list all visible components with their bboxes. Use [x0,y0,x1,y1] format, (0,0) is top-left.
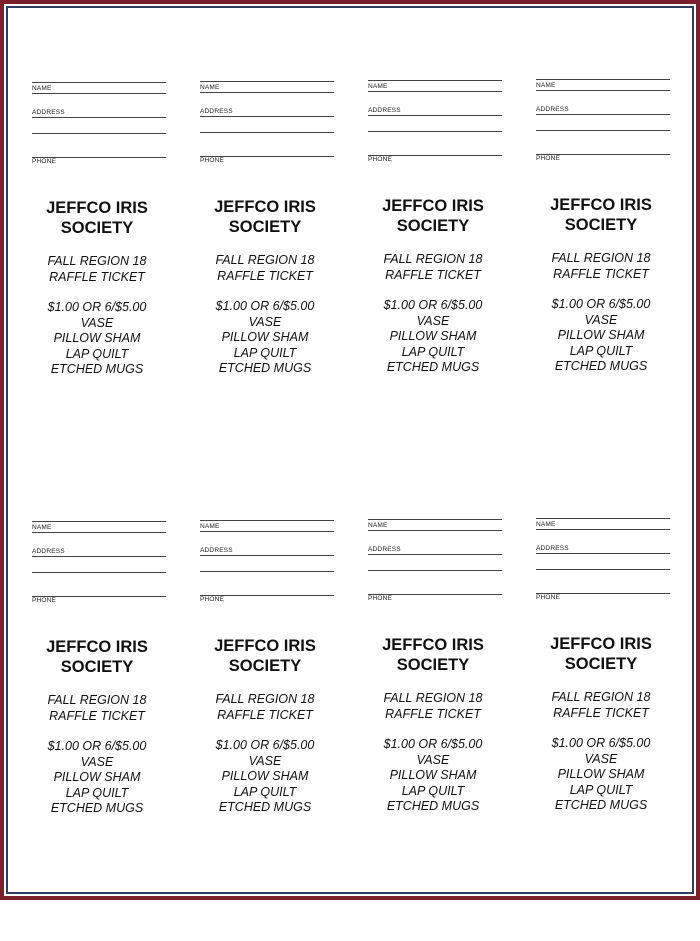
title-line-2: SOCIETY [228,657,302,675]
title-line-1: JEFFCO IRIS [382,197,484,215]
address-label: ADDRESS [200,108,233,115]
ticket-price: $1.00 OR 6/$5.00 [215,738,315,752]
name-label: NAME [200,84,220,91]
phone-field [200,596,334,604]
event-line-2: RAFFLE TICKET [49,269,145,284]
address-label: ADDRESS [32,548,65,555]
name-label: NAME [536,82,556,89]
phone-field [368,156,502,164]
society-title [22,637,172,677]
event-line-1: FALL REGION 18 [551,690,651,704]
price-and-prizes [526,736,676,814]
prize-item: LAP QUILT [233,784,297,799]
title-line-2: SOCIETY [564,655,638,673]
prize-item: VASE [248,314,282,329]
prize-item: LAP QUILT [65,346,129,361]
address-field[interactable] [32,548,166,557]
title-line-2: SOCIETY [228,218,302,236]
ticket-price: $1.00 OR 6/$5.00 [47,739,147,753]
name-field[interactable] [536,521,670,530]
top-rule [536,79,670,80]
prize-item: PILLOW SHAM [557,328,645,342]
event-line-2: RAFFLE TICKET [217,707,313,722]
event-name [22,693,172,724]
address-label: ADDRESS [368,546,401,553]
phone-label: PHONE [32,158,57,165]
raffle-ticket [368,519,536,939]
name-label: NAME [368,83,388,90]
top-rule [536,518,670,519]
event-line-2: RAFFLE TICKET [49,708,145,723]
prize-item: LAP QUILT [233,345,297,360]
address-line-2[interactable] [536,130,670,131]
prize-item: PILLOW SHAM [557,767,645,781]
society-title [190,197,340,237]
event-line-1: FALL REGION 18 [551,251,651,265]
address-line-2[interactable] [200,571,334,572]
event-line-2: RAFFLE TICKET [385,267,481,282]
event-line-2: RAFFLE TICKET [217,268,313,283]
phone-field [368,595,502,603]
top-rule [200,520,334,521]
price-and-prizes [190,738,340,816]
address-field[interactable] [200,547,334,556]
raffle-ticket [200,520,368,940]
prize-item: PILLOW SHAM [221,769,309,783]
title-line-2: SOCIETY [396,217,470,235]
phone-field [200,157,334,165]
name-label: NAME [32,85,52,92]
prize-item: PILLOW SHAM [53,770,141,784]
top-rule [368,80,502,81]
society-title [358,196,508,236]
prize-item: VASE [584,751,618,766]
title-line-2: SOCIETY [60,219,134,237]
prize-item: ETCHED MUGS [50,801,144,815]
top-rule [200,81,334,82]
title-line-1: JEFFCO IRIS [46,199,148,217]
name-label: NAME [32,524,52,531]
address-line-2[interactable] [368,131,502,132]
name-field[interactable] [200,523,334,532]
phone-label: PHONE [200,596,225,603]
address-line-2[interactable] [368,570,502,571]
event-line-1: FALL REGION 18 [215,253,315,267]
prize-item: VASE [584,312,618,327]
price-and-prizes [526,297,676,375]
phone-field [32,158,166,166]
prize-item: PILLOW SHAM [389,768,477,782]
prize-item: PILLOW SHAM [389,329,477,343]
event-name [526,251,676,282]
raffle-ticket [368,80,536,500]
title-line-1: JEFFCO IRIS [46,638,148,656]
event-line-1: FALL REGION 18 [215,692,315,706]
top-rule [368,519,502,520]
phone-label: PHONE [536,155,561,162]
prize-item: ETCHED MUGS [218,361,312,375]
price-and-prizes [190,299,340,377]
event-line-2: RAFFLE TICKET [553,705,649,720]
prize-item: LAP QUILT [65,785,129,800]
event-line-1: FALL REGION 18 [383,691,483,705]
price-and-prizes [358,298,508,376]
address-field[interactable] [368,546,502,555]
event-line-1: FALL REGION 18 [47,254,147,268]
address-field[interactable] [536,106,670,115]
raffle-ticket [32,82,200,502]
ticket-price: $1.00 OR 6/$5.00 [383,737,483,751]
address-field[interactable] [536,545,670,554]
title-line-1: JEFFCO IRIS [214,198,316,216]
ticket-price: $1.00 OR 6/$5.00 [47,300,147,314]
raffle-ticket [536,79,700,499]
ticket-price: $1.00 OR 6/$5.00 [383,298,483,312]
event-name [526,690,676,721]
prize-item: VASE [416,752,450,767]
address-label: ADDRESS [536,545,569,552]
prize-item: ETCHED MUGS [386,360,480,374]
title-line-2: SOCIETY [564,216,638,234]
prize-item: ETCHED MUGS [554,798,648,812]
address-label: ADDRESS [368,107,401,114]
ticket-price: $1.00 OR 6/$5.00 [215,299,315,313]
title-line-1: JEFFCO IRIS [550,635,652,653]
event-name [190,253,340,284]
phone-label: PHONE [368,156,393,163]
title-line-1: JEFFCO IRIS [214,637,316,655]
top-rule [32,82,166,83]
prize-item: VASE [80,754,114,769]
society-title [190,636,340,676]
address-field[interactable] [368,107,502,116]
address-label: ADDRESS [200,547,233,554]
prize-item: VASE [248,753,282,768]
top-rule [32,521,166,522]
prize-item: ETCHED MUGS [218,800,312,814]
ticket-price: $1.00 OR 6/$5.00 [551,736,651,750]
prize-item: LAP QUILT [569,343,633,358]
address-line-2[interactable] [32,133,166,134]
phone-field [32,597,166,605]
name-field[interactable] [368,83,502,92]
name-field[interactable] [32,524,166,533]
raffle-ticket [200,81,368,501]
raffle-ticket [32,521,200,941]
phone-field [536,155,670,163]
event-line-1: FALL REGION 18 [383,252,483,266]
name-label: NAME [368,522,388,529]
title-line-1: JEFFCO IRIS [550,196,652,214]
address-line-2[interactable] [32,572,166,573]
address-field[interactable] [200,108,334,117]
address-field[interactable] [32,109,166,118]
event-line-2: RAFFLE TICKET [385,706,481,721]
name-label: NAME [200,523,220,530]
phone-label: PHONE [32,597,57,604]
raffle-ticket [536,518,700,938]
society-title [526,195,676,235]
name-field[interactable] [368,522,502,531]
prize-item: VASE [416,313,450,328]
phone-label: PHONE [200,157,225,164]
address-label: ADDRESS [32,109,65,116]
event-name [190,692,340,723]
name-field[interactable] [32,85,166,94]
event-name [22,254,172,285]
event-line-2: RAFFLE TICKET [553,266,649,281]
name-field[interactable] [536,82,670,91]
name-field[interactable] [200,84,334,93]
event-line-1: FALL REGION 18 [47,693,147,707]
prize-item: ETCHED MUGS [50,362,144,376]
prize-item: LAP QUILT [569,782,633,797]
prize-item: LAP QUILT [401,783,465,798]
price-and-prizes [358,737,508,815]
phone-label: PHONE [368,595,393,602]
prize-item: ETCHED MUGS [386,799,480,813]
prize-item: ETCHED MUGS [554,359,648,373]
society-title [358,635,508,675]
title-line-1: JEFFCO IRIS [382,636,484,654]
phone-label: PHONE [536,594,561,601]
prize-item: LAP QUILT [401,344,465,359]
price-and-prizes [22,300,172,378]
phone-field [536,594,670,602]
society-title [526,634,676,674]
address-line-2[interactable] [200,132,334,133]
society-title [22,198,172,238]
prize-item: PILLOW SHAM [53,331,141,345]
title-line-2: SOCIETY [396,656,470,674]
address-label: ADDRESS [536,106,569,113]
name-label: NAME [536,521,556,528]
price-and-prizes [22,739,172,817]
event-name [358,252,508,283]
prize-item: PILLOW SHAM [221,330,309,344]
event-name [358,691,508,722]
address-line-2[interactable] [536,569,670,570]
ticket-price: $1.00 OR 6/$5.00 [551,297,651,311]
prize-item: VASE [80,315,114,330]
title-line-2: SOCIETY [60,658,134,676]
